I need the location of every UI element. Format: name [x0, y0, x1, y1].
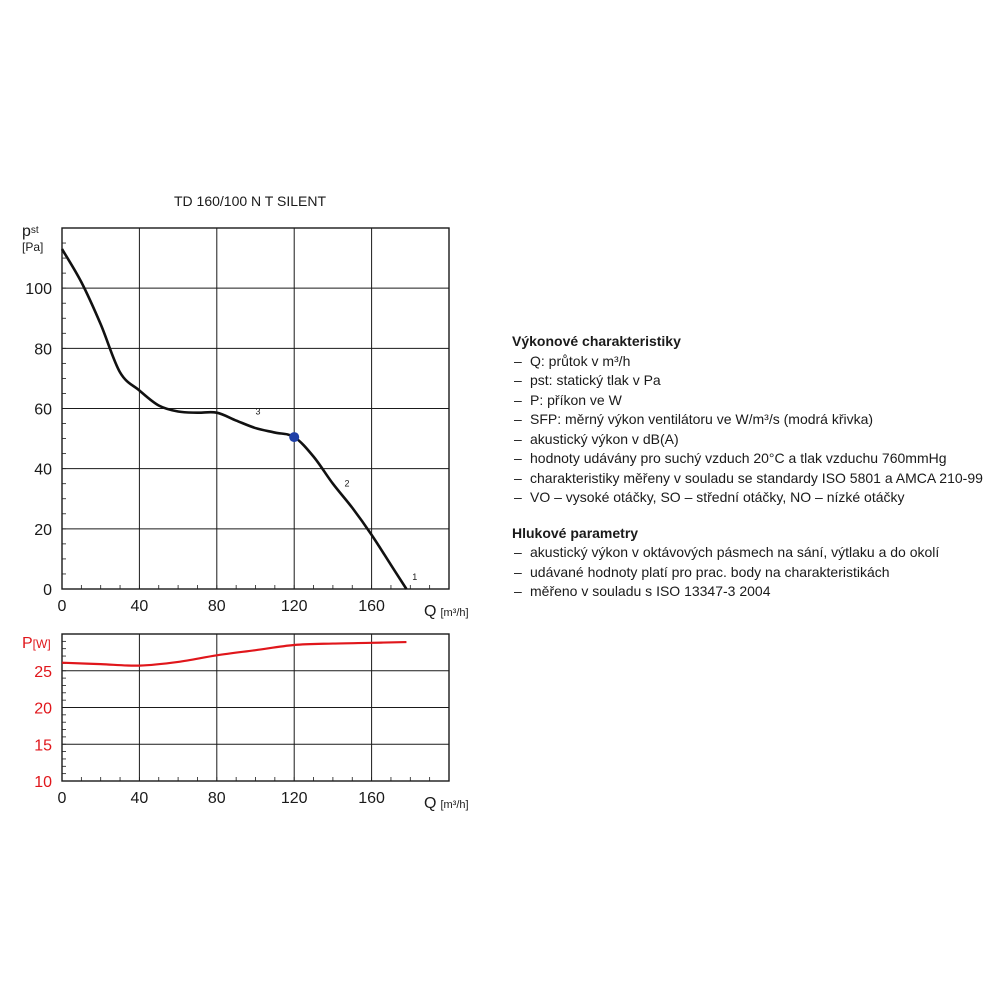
legend-panel [512, 332, 992, 602]
x-tick-label: 40 [130, 598, 149, 615]
performance-item: – pst: statický tlak v Pa [512, 371, 992, 391]
x-tick-label: 120 [280, 598, 308, 615]
x-tick-label: 80 [207, 790, 226, 807]
y-tick-label: 10 [34, 774, 52, 791]
pressure-chart [25, 228, 449, 615]
y-tick-label: 0 [43, 582, 52, 599]
performance-item: – Q: průtok v m³/h [512, 352, 992, 372]
y-tick-label: 80 [34, 341, 52, 359]
noise-item: – akustický výkon v oktávových pásmech na sání, výtlaku a do okolí [512, 543, 992, 563]
noise-item: – měřeno v souladu s ISO 13347-3 2004 [512, 582, 992, 602]
operating-point-marker [289, 432, 299, 442]
x-tick-label: 0 [57, 790, 67, 807]
performance-item: – VO – vysoké otáčky, SO – střední otáčky, NO – nízké otáčky [512, 488, 992, 508]
curve-annotation: 2 [344, 478, 350, 489]
noise-item: – udávané hodnoty platí pro prac. body na charakteristikách [512, 563, 992, 583]
pressure-curve [62, 249, 406, 589]
y-tick-label: 60 [34, 401, 52, 419]
x-tick-label: 160 [358, 598, 385, 615]
performance-item: – charakteristiky měřeny v souladu se standardy ISO 5801 a AMCA 210-99 [512, 469, 992, 489]
performance-item: – akustický výkon v dB(A) [512, 430, 992, 450]
x-tick-label: 160 [358, 790, 385, 807]
power-curve [62, 642, 406, 666]
noise-section-title: Hlukové parametry [512, 524, 639, 541]
curve-annotation: 1 [412, 571, 418, 582]
performance-item: – P: příkon ve W [512, 391, 992, 411]
y-tick-label: 40 [34, 461, 52, 479]
x-tick-label: 80 [207, 598, 226, 615]
x-tick-label: 40 [130, 790, 149, 807]
performance-item: – SFP: měrný výkon ventilátoru ve W/m³/s (modrá křivka) [512, 410, 992, 430]
pressure-axis-label: pst [22, 223, 39, 240]
y-tick-label: 100 [25, 281, 52, 299]
y-tick-label: 15 [34, 737, 52, 755]
performance-list [512, 352, 992, 508]
power-chart [34, 634, 449, 807]
y-tick-label: 20 [34, 521, 52, 539]
y-tick-label: 20 [34, 700, 52, 718]
noise-list [512, 543, 992, 602]
x-tick-label: 120 [280, 790, 308, 807]
flow-axis-label-top: Q [m³/h] [424, 603, 469, 620]
chart-title: TD 160/100 N T SILENT [174, 193, 326, 209]
flow-axis-label-bottom: Q [m³/h] [424, 795, 469, 812]
performance-item: – hodnoty udávány pro suchý vzduch 20°C a tlak vzduchu 760mmHg [512, 449, 992, 469]
y-tick-label: 25 [34, 663, 52, 681]
pressure-axis-unit: [Pa] [22, 240, 44, 254]
curve-annotation: 3 [255, 406, 261, 417]
power-axis-label: P[W] [22, 635, 51, 652]
x-tick-label: 0 [57, 598, 67, 615]
performance-section-title: Výkonové charakteristiky [512, 333, 681, 349]
